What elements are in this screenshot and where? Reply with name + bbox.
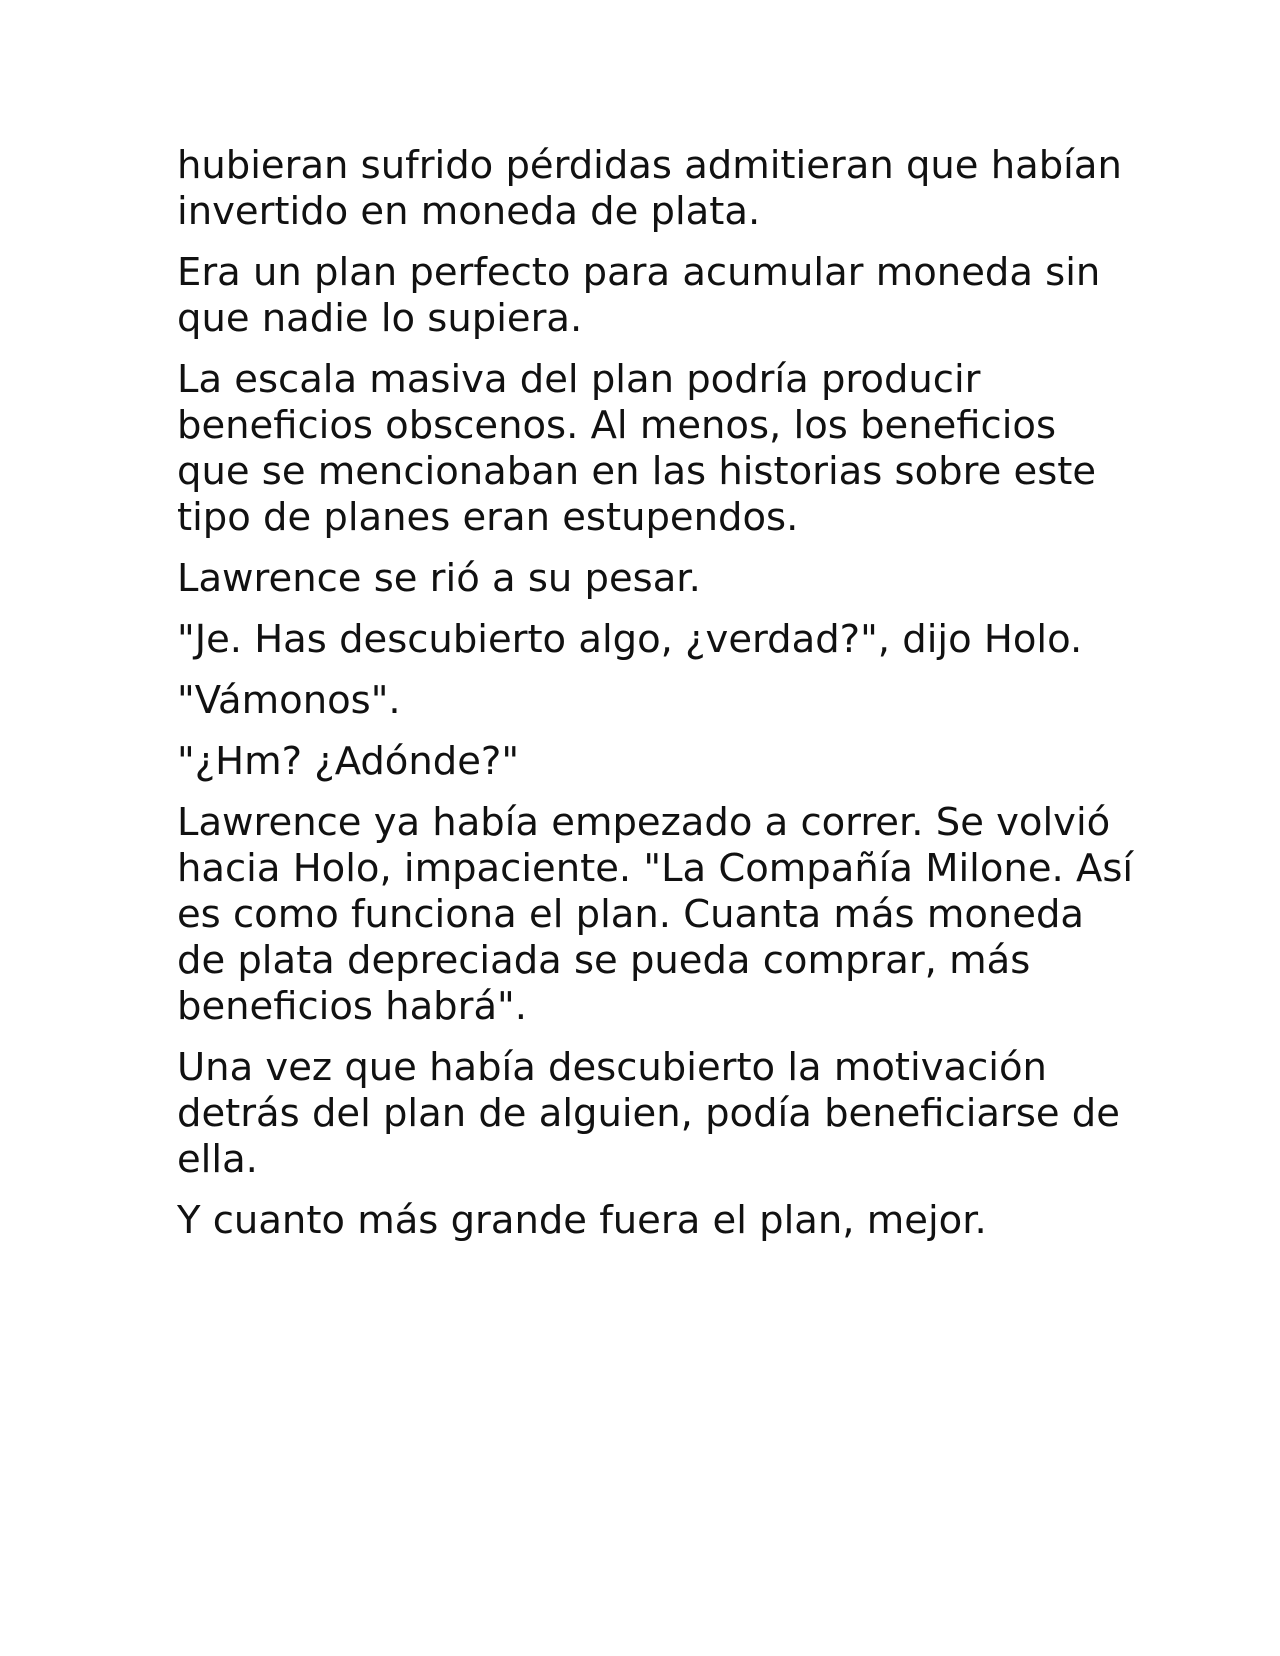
paragraph: Y cuanto más grande fuera el plan, mejor. [177,1198,987,1243]
page-text [177,143,1137,1259]
paragraph: hubieran sufrido pérdidas admitieran que habían invertido en moneda de plata. [177,143,1122,234]
paragraph: Una vez que había descubierto la motivación detrás del plan de alguien, podía beneficiarse de ella. [177,1045,1120,1182]
paragraph: Lawrence ya había empezado a correr. Se volvió hacia Holo, impaciente. "La Compañía Milone. Así es como funciona el plan. Cuanta más moneda de plata depreciada se pueda comprar, más beneficios habrá". [177,800,1134,1029]
paragraph: "¿Hm? ¿Adónde?" [177,739,520,784]
paragraph: "Je. Has descubierto algo, ¿verdad?", dijo Holo. [177,617,1083,662]
paragraph: "Vámonos". [177,678,401,723]
paragraph: La escala masiva del plan podría producir beneficios obscenos. Al menos, los beneficios que se mencionaban en las historias sobre este tipo de planes eran estupendos. [177,357,1097,540]
paragraph: Lawrence se rió a su pesar. [177,556,701,601]
paragraph: Era un plan perfecto para acumular moneda sin que nadie lo supiera. [177,250,1101,341]
